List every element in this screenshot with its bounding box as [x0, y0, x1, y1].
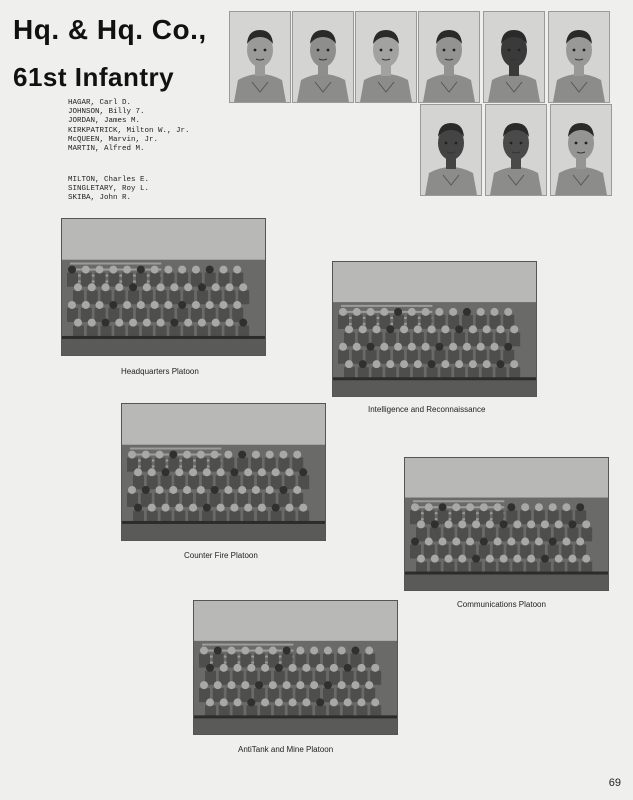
- group-photo-headquarters: [61, 218, 266, 356]
- roster-name: KIRKPATRICK, Milton W., Jr.: [68, 126, 190, 135]
- portrait-photo: [420, 104, 482, 196]
- roster-name: SINGLETARY, Roy L.: [68, 185, 150, 194]
- caption-counter-fire: Counter Fire Platoon: [184, 551, 258, 560]
- portrait-photo: [483, 11, 545, 103]
- portrait-photo: [548, 11, 610, 103]
- roster-list-b: [68, 176, 149, 204]
- portrait-photo: [355, 11, 417, 103]
- roster-name: JOHNSON, Billy 7.: [68, 108, 145, 117]
- group-photo-communications: [404, 457, 609, 591]
- caption-communications: Communications Platoon: [457, 600, 546, 609]
- portrait-photo: [550, 104, 612, 196]
- caption-headquarters: Headquarters Platoon: [121, 367, 199, 376]
- roster-name: MARTIN, Alfred M.: [68, 145, 145, 154]
- roster-name: HAGAR, Carl D.: [68, 99, 132, 107]
- regiment-title: 61st Infantry: [13, 62, 175, 92]
- group-photo-intelligence: [332, 261, 537, 397]
- roster-name: MILTON, Charles E.: [68, 176, 150, 184]
- page-number: 69: [608, 777, 621, 789]
- roster-list-a: [68, 99, 190, 154]
- group-photo-antitank: [193, 600, 398, 735]
- roster-name: McQUEEN, Marvin, Jr.: [68, 135, 159, 144]
- roster-name: JORDAN, James M.: [68, 117, 141, 126]
- portrait-photo: [485, 104, 547, 196]
- caption-antitank: AntiTank and Mine Platoon: [238, 745, 334, 754]
- company-title: Hq. & Hq. Co.,: [13, 14, 207, 45]
- portrait-photo: [418, 11, 480, 103]
- caption-intelligence: Intelligence and Reconnaissance: [368, 405, 486, 414]
- group-photo-counter-fire: [121, 403, 326, 541]
- roster-name: SKIBA, John R.: [68, 194, 132, 203]
- portrait-photo: [229, 11, 291, 103]
- portrait-photo: [292, 11, 354, 103]
